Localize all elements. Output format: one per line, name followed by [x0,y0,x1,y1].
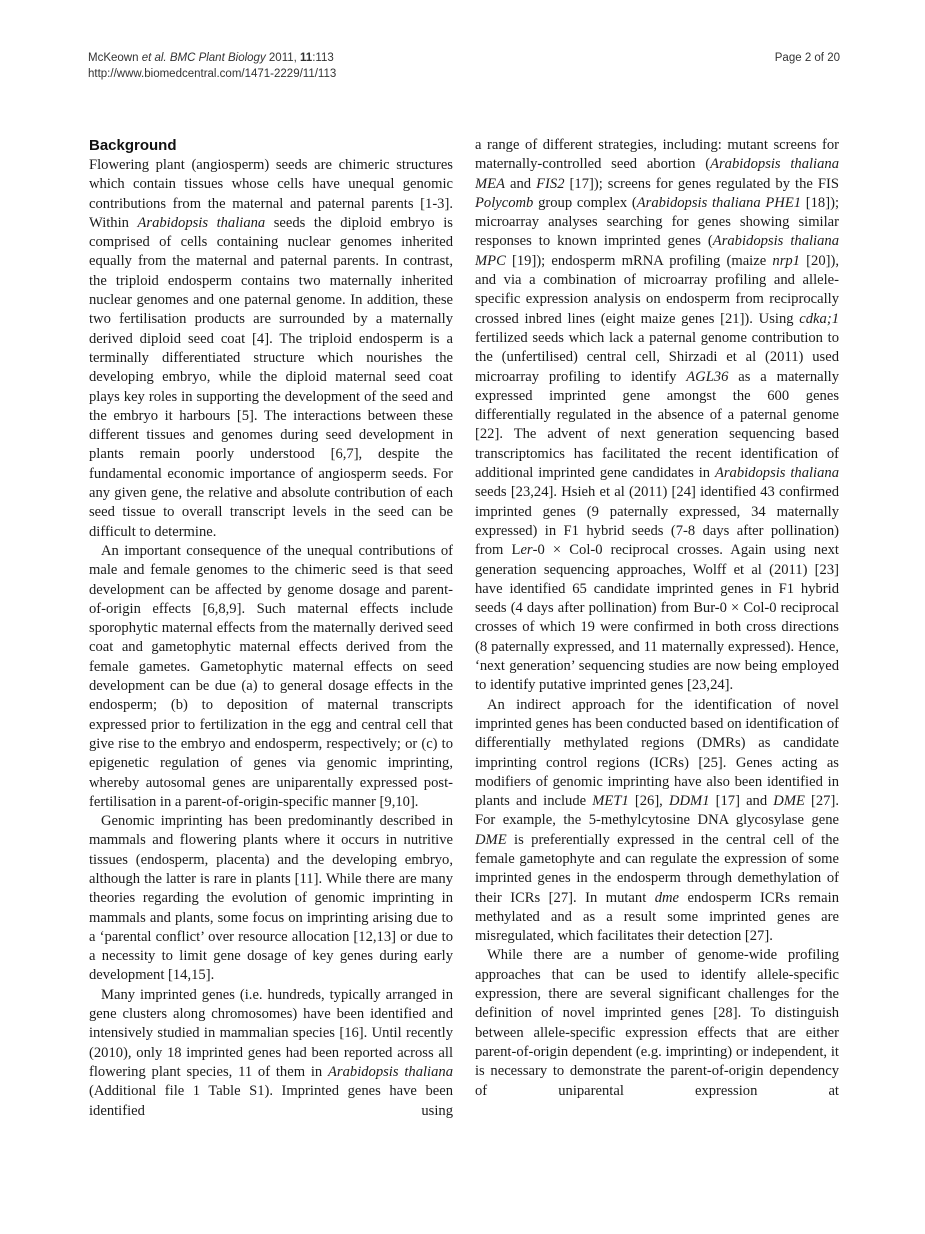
italic-term: Arabidopsis thaliana [328,1063,453,1080]
citation-authors: McKeown [88,52,142,64]
italic-term: cdka;1 [799,310,839,327]
text-run: [17] and [709,793,774,810]
text-run: [17]); screens for genes regulated by the FIS [564,175,839,192]
italic-term: nrp1 [772,252,800,269]
text-run: group complex ( [533,194,637,211]
paragraph [89,542,453,812]
paragraph [89,986,453,1121]
italic-term: Arabidopsis thaliana [137,214,266,231]
paragraph [475,136,839,696]
page-number: Page 2 of 20 [774,52,840,64]
section-title: Background [89,137,177,154]
citation-year: 2011, [265,52,301,64]
text-run: Flowering plant (angiosperm) seeds are chimeric structures which contain tissues whose cells have unequal genomic contributions from the maternal and paternal parents [1-3]. Within [89,157,453,231]
text-run: While there are a number of genome-wide profiling approaches that can be used to identify allele-specific expression, there are several significant challenges for the definition of novel imprinted genes [28]. To distinguish between allele-specific expression effects that are either parent-of-origin dependent (e.g. imprinting) or independent, it is necessary to demonstrate the parent-of-origin dependency of uniparental expression at [475,947,839,1099]
text-run: [26], [628,793,669,810]
header-citation [88,50,336,66]
paragraph [89,812,453,986]
citation-volume: 11 [300,52,313,64]
text-run: An indirect approach for the identification of novel imprinted genes has been conducted based on identification of differentially methylated regions (DMRs) as candidate imprinting control regions (ICRs) [25]. Genes acting as modifiers of genomic imprinting have also been identified in plants and include [475,696,839,810]
right-column-body [475,136,839,1101]
text-run: -0 × Col-0 reciprocal crosses. Again using next generation sequencing approaches, Wolff et al (2011) [23] have identified 65 candidate imprinted genes in F1 hybrid seeds (4 days after pollination) from Bur-0 × Col-0 reciprocal crosses of which 19 were confirmed in both cross directions (8 paternally expressed, and 11 maternally expressed). Hence, ‘next generation’ sequencing studies are now being employed to identify putative imprinted genes [23,24]. [475,542,839,694]
text-run: a range of different strategies, including: mutant screens for maternally-controlled seed abortion ( [475,137,839,173]
text-run: [27]. For example, the 5-methylcytosine DNA glycosylase gene [475,793,839,829]
italic-term: Arabidopsis thaliana MEA [475,156,839,192]
text-run: seeds the diploid embryo is comprised of cells containing nuclear genomes inherited equally from the maternal and paternal parents. In contrast, the triploid endosperm contains two maternally inherited nuclear genomes and one paternal genome. In addition, these two fertilisation products are surrounded by a maternally derived diploid seed coat [4]. The triploid endosperm is a terminally differentiated structure which nourishes the developing embryo, while the diploid maternal seed coat plays key roles in supporting the development of the seed and the embryo it harbours [5]. The interactions between these different tissues and genomes during seed development in plants remain poorly understood [6,7], despite the fundamental economic importance of angiosperm seeds. For any given gene, the relative and absolute contribution of each seed tissue to overall transcript levels in the seed can be difficult to determine. [89,214,453,540]
italic-term: DDM1 [668,793,710,810]
italic-term: FIS2 [536,175,565,192]
paragraph [475,696,839,947]
text-run: seeds [23,24]. Hsieh et al (2011) [24] identified 43 confirmed imprinted genes (9 paternally expressed, 34 maternally expressed) in F1 hybrid seeds (7-8 days after pollination) from L [475,484,839,559]
text-run: is preferentially expressed in the central cell of the female gametophyte and can regulate the expression of some imprinted genes in the endosperm through demethylation of their ICRs [27]. In mutant [475,831,839,906]
right-column [475,136,839,1101]
left-column-body [89,156,453,1121]
italic-term: Arabidopsis thaliana [714,465,839,482]
text-run: [20]), and via a combination of microarray profiling and allele-specific expression analysis on endosperm from reciprocally crossed inbred lines (eight maize genes [21]). Using [475,252,839,327]
italic-term: dme [654,889,680,906]
header-citation-block [88,50,336,82]
text-run: An important consequence of the unequal contributions of male and female genomes to the chimeric seed is that seed development can be affected by genome dosage and parent-of-origin effects [6,8,9]. Such maternal effects include sporophytic maternal effects from the maternally derived seed coat and gametophytic maternal effects derived from the female gametes. Gametophytic maternal effects on seed development can be due (a) to general dosage effects in the endosperm; (b) to deposition of maternal transcripts expressed prior to fertilization in the egg and central cell that give rise to the embryo and endosperm, respectively; or (c) to epigenetic regulation of genes via genomic imprinting, whereby autosomal genes are uniparentally expressed post-fertilisation in a parent-of-origin-specific manner [9,10]. [89,542,453,810]
paragraph [89,156,453,542]
italic-term: Polycomb [475,194,534,211]
citation-etal-journal: et al. BMC Plant Biology [141,52,266,64]
italic-term: Arabidopsis thaliana PHE1 [636,194,802,211]
header-url[interactable]: http://www.biomedcentral.com/1471-2229/11/113 [88,68,337,80]
text-run: (Additional file 1 Table S1). Imprinted genes have been identified using [89,1083,453,1119]
italic-term: er [520,542,533,559]
text-run: Many imprinted genes (i.e. hundreds, typically arranged in gene clusters along chromosomes) have been identified and intensively studied in mammalian species [16]. Until recently (2010), only 18 imprinted genes had been reported across all flowering plant species, 11 of them in [89,986,453,1080]
text-run: [19]); endosperm mRNA profiling (maize [505,252,773,269]
citation-article: :113 [312,52,334,64]
italic-term: MET1 [592,793,629,810]
italic-term: Arabidopsis thaliana MPC [475,233,839,269]
text-run: and [505,175,537,192]
italic-term: DME [475,831,507,848]
text-run: as a maternally expressed imprinted gene amongst the 600 genes differentially regulated in the absence of a paternal genome [22]. The advent of next generation sequencing based transcriptomics has facilitated the recent identification of additional imprinted gene candidates in [475,368,839,482]
text-run: Genomic imprinting has been predominantly described in mammals and flowering plants where it occurs in nutritive tissues (endosperm, placenta) and the developing embryo, although the latter is rare in plants [11]. While there are many theories regarding the evolution of genomic imprinting in mammals and plants, some focus on imprinting arising due to a ‘parental conflict’ over resource allocation [12,13] or due to a necessity to limit gene dosage of key genes during early development [14,15]. [89,813,453,984]
text-run: [18]); microarray analyses searching for genes showing similar responses to known imprinted genes ( [475,194,840,250]
text-run: fertilized seeds which lack a paternal genome contribution to the (unfertilised) central cell, Shirzadi et al (2011) used microarray profiling to identify [475,329,839,385]
paragraph [475,946,839,1100]
italic-term: AGL36 [686,368,729,385]
left-column [89,136,453,1121]
text-run: endosperm ICRs remain methylated and as a result some imprinted genes are misregulated, which facilitates their detection [27]. [475,889,839,945]
italic-term: DME [773,793,805,810]
